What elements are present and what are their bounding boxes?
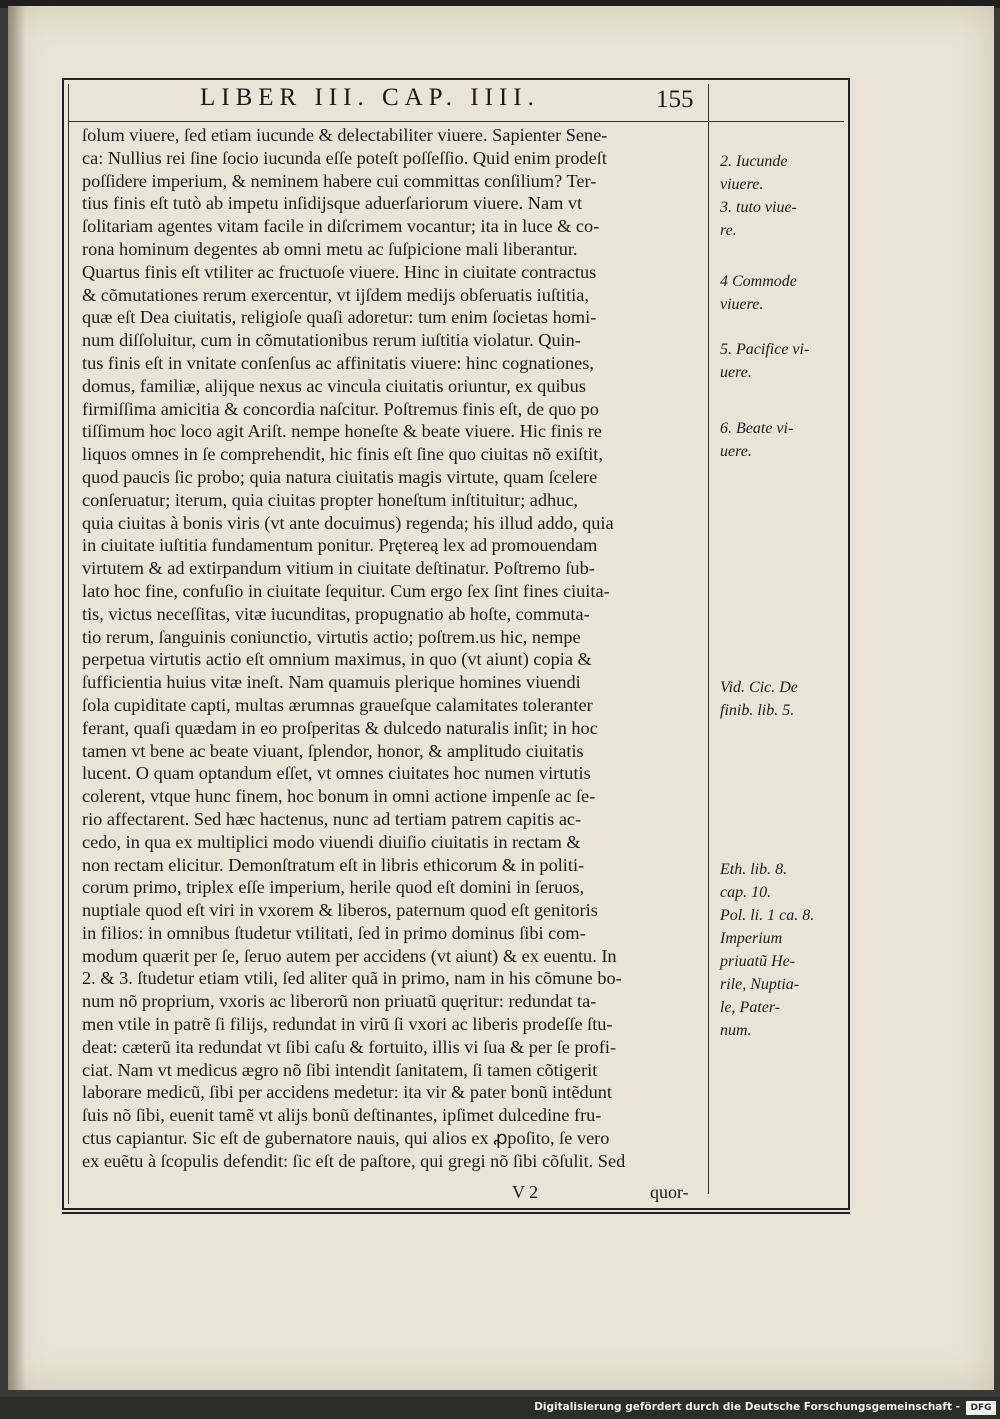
margin-note-line: 6. Beate vi- <box>720 420 794 437</box>
margin-note-beate <box>720 417 830 463</box>
text-line: ca: Nullius rei ſine ſocio iucunda eſſe poteſt poſſeſſio. Quid enim prodeſt <box>82 147 607 168</box>
text-line: lucent. O quam optandum eſſet, vt omnes ciuitates hoc numen virtutis <box>82 763 591 784</box>
text-line: ſola cupiditate capti, multas ærumnas graueſque calamitates toleranter <box>82 694 593 715</box>
header-rule <box>68 121 844 122</box>
text-line: in filios: in omnibus ſtudetur vtilitati, ſed in primo dominus ſibi com- <box>82 922 586 943</box>
margin-column-divider <box>708 84 709 1194</box>
margin-note-commode <box>720 270 830 316</box>
text-line: men vtile in patrẽ ſi filijs, redundat in virũ ſi vxori ac liberis prodeſſe ſtu- <box>82 1014 613 1035</box>
text-line: ciat. Nam vt medicus ægro nõ ſibi intendit ſanitatem, ſi tamen cõtigerit <box>82 1059 598 1080</box>
text-line: ſolum viuere, ſed etiam iucunde & delectabiliter viuere. Sapienter Sene- <box>82 125 608 145</box>
text-line: lato hoc fine, confuſio in ciuitate ſequitur. Cum ergo ſex ſint fines ciuita- <box>82 580 610 601</box>
text-line: tamen vt bene ac beate viuant, ſplendor, honor, & amplitudo ciuitatis <box>82 740 584 761</box>
text-line: ſufficientia huius vitæ ineſt. Nam quamuis plerique homines viuendi <box>82 672 581 693</box>
signature-mark: V 2 <box>512 1182 539 1202</box>
running-title: LIBER III. CAP. IIII. <box>200 84 540 111</box>
margin-note-line: viuere. <box>720 176 764 193</box>
margin-note-imperium <box>720 858 830 1042</box>
margin-note-line: le, Pater- <box>720 999 781 1016</box>
text-line: in ciuitate iuſtitia fundamentum ponitur. Prętereą lex ad promouendam <box>82 535 598 556</box>
catchword: quor- <box>650 1182 689 1202</box>
dfg-logo-icon: DFG <box>966 1401 996 1415</box>
bottom-rule <box>62 1212 850 1214</box>
margin-note-line: Pol. li. 1 ca. 8. <box>720 907 815 924</box>
text-line: tis, victus neceſſitas, vitæ iucunditas, propugnatio ab hoſte, commuta- <box>82 603 590 624</box>
margin-note-cicero <box>720 676 830 722</box>
margin-note-line: uere. <box>720 443 752 460</box>
text-line: corum primo, triplex eſſe imperium, herile quod eſt domini in ſeruos, <box>82 877 585 898</box>
margin-note-line: finib. lib. 5. <box>720 702 795 719</box>
text-line: rio affectarent. Sed hæc hactenus, nunc ad tertiam patrem capitis ac- <box>82 808 582 829</box>
text-line: Quartus finis eſt vtiliter ac fructuoſe viuere. Hinc in ciuitate contractus <box>82 261 597 282</box>
margin-note-pacifice <box>720 338 830 384</box>
frame-inner-rule <box>68 84 69 1204</box>
margin-note-line: priuatũ He- <box>720 953 796 970</box>
text-line: num diſſoluitur, cum in cõmutationibus rerum iuſtitia violatur. Quin- <box>82 330 581 351</box>
text-line: deat: cæterũ ita redundat vt ſibi caſu & fortuito, illis vi ſua & per ſe profi- <box>82 1036 617 1057</box>
margin-note-line: Vid. Cic. De <box>720 679 798 696</box>
page-gutter-shadow <box>8 6 26 1390</box>
text-line: ferant, quaſi quædam in eo proſperitas & dulcedo naturalis inſit; in hoc <box>82 717 598 738</box>
margin-note-line: Eth. lib. 8. <box>720 861 788 878</box>
margin-note-line: 5. Pacifice vi- <box>720 341 810 358</box>
text-line: firmiſſima amicitia & concordia naſcitur. Poſtremus finis eſt, de quo po <box>82 398 599 419</box>
text-line: domus, familiæ, alijque nexus ac vincula ciuitatis oriuntur, ex quibus <box>82 375 586 396</box>
text-line: tio rerum, ſanguinis coniunctio, virtutis actio; poſtrem.us hic, nempe <box>82 626 581 647</box>
text-line: tius finis eſt tutò ab impetu inſidijsque aduerſariorum viuere. Nam vt <box>82 193 583 214</box>
text-line: laborare medicũ, ſibi per accidens medetur: ita vir & pater bonũ intẽdunt <box>82 1082 612 1103</box>
text-line: quæ eſt Dea ciuitatis, religioſe quaſi adoretur: tum enim ſocietas homi- <box>82 307 597 328</box>
text-line: poſſidere imperium, & neminem habere cui committas conſilium? Ter- <box>82 170 597 191</box>
text-line: tiſſimum hoc loco agit Ariſt. nempe honeſte & beate viuere. Hic finis re <box>82 421 602 442</box>
margin-note-line: viuere. <box>720 296 764 313</box>
text-line: perpetua virtutis actio eſt omnium maximus, in quo (vt aiunt) copia & <box>82 649 592 670</box>
text-line: quia ciuitas à bonis viris (vt ante docuimus) regenda; his illud addo, quia <box>82 512 614 533</box>
margin-note-line: uere. <box>720 364 752 381</box>
margin-note-line: 3. tuto viue- <box>720 199 797 216</box>
text-line: ctus capiantur. Sic eſt de gubernatore nauis, qui alios ex ꝓpoſito, ſe vero <box>82 1128 610 1149</box>
margin-note-line: rile, Nuptia- <box>720 976 800 993</box>
main-text-block <box>82 124 700 1173</box>
text-line: ex euẽtu à ſcopulis defendit: ſic eſt de paſtore, qui gregi nõ ſibi cõſulit. Sed <box>82 1150 626 1171</box>
text-line: & cõmutationes rerum exercentur, vt ijſdem medijs obſeruatis iuſtitia, <box>82 284 589 305</box>
page-number: 155 <box>656 86 694 113</box>
text-line: ſuis nõ ſibi, euenit tamẽ vt alijs bonũ deſtinantes, ipſimet dulcedine fru- <box>82 1105 602 1126</box>
margin-note-iucunde-tuto <box>720 150 830 242</box>
text-line: ſolitariam agentes vitam facile in diſcrimem vocantur; ita in luce & co- <box>82 216 600 237</box>
text-line: modum quærit per ſe, ſeruo autem per accidens (vt aiunt) & ex euentu. In <box>82 945 617 966</box>
text-line: quod paucis ſic probo; quia natura ciuitatis magis virtute, quam ſcelere <box>82 466 598 487</box>
margin-note-line: 4 Commode <box>720 273 797 290</box>
funding-credit: Digitalisierung gefördert durch die Deutsche Forschungsgemeinschaft - <box>534 1401 960 1413</box>
text-line: 2. & 3. ſtudetur etiam vtili, ſed aliter quã in primo, nam in his cõmune bo- <box>82 968 622 989</box>
text-line: colerent, vtque hunc finem, hoc bonum in omni actione impenſe ac ſe- <box>82 786 596 807</box>
margin-note-line: Imperium <box>720 930 783 947</box>
text-line: cedo, in qua ex multiplici modo viuendi diuiſio ciuitatis in rectam & <box>82 831 581 852</box>
margin-note-line: cap. 10. <box>720 884 772 901</box>
text-line: conſeruatur; iterum, quia ciuitas propter honeſtum inſtituitur; adhuc, <box>82 489 579 510</box>
text-line: liquos omnes in ſe comprehendit, hic finis eſt ſine quo ciuitas nõ exiſtit, <box>82 444 603 465</box>
margin-note-line: re. <box>720 222 737 239</box>
text-line: tus finis eſt in vnitate conſenſus ac affinitatis viuere: hinc cognationes, <box>82 352 594 373</box>
text-line: num nõ proprium, vxoris ac liberorũ non priuatũ quęritur: redundat ta- <box>82 991 597 1012</box>
text-line: nuptiale quod eſt viri in vxorem & liberos, paternum quod eſt genitoris <box>82 900 598 921</box>
margin-note-line: num. <box>720 1022 752 1039</box>
text-line: non rectam elicitur. Demonſtratum eſt in libris ethicorum & in politi- <box>82 854 585 875</box>
margin-note-line: 2. Iucunde <box>720 153 788 170</box>
text-line: rona hominum degentes ab omni metu ac ſuſpicione mali liberantur. <box>82 238 578 259</box>
text-line: virtutem & ad extirpandum vitium in ciuitate deſtinatur. Poſtremo ſub- <box>82 558 595 579</box>
